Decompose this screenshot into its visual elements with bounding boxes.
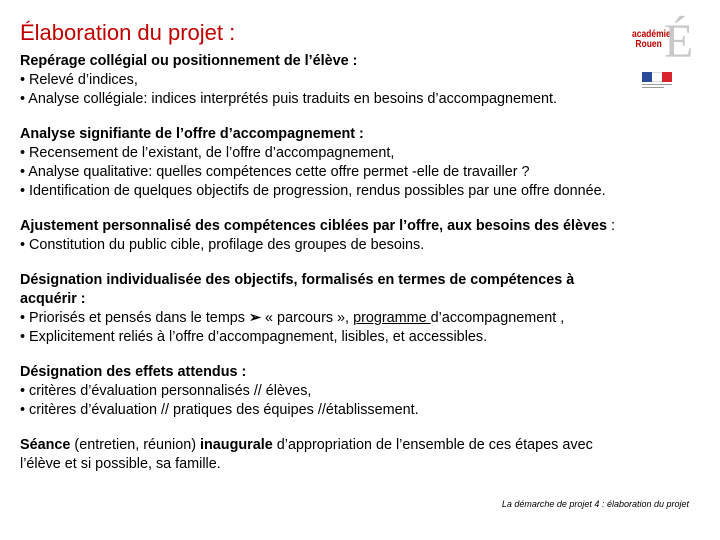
section-designation-objectifs — [20, 271, 690, 347]
slide-title: Élaboration du projet : — [20, 20, 236, 45]
section-heading: Ajustement personnalisé des compétences ciblées par l’offre, aux besoins des élèves — [20, 218, 608, 234]
section-heading: Désignation des effets attendus : — [20, 364, 247, 380]
slide-footer: La démarche de projet 4 : élaboration du projet — [501, 499, 689, 509]
list-item: • Analyse collégiale: indices interprétés puis traduits en besoins d’accompagnement. — [20, 91, 557, 107]
section-heading-line — [20, 217, 690, 236]
heading-suffix: : — [607, 218, 616, 234]
list-item: • Constitution du public cible, profilage des groupes de besoins. — [20, 237, 425, 253]
item-text: • Priorisés et pensés dans le temps — [20, 310, 249, 326]
arrow-icon: ➢ — [249, 310, 262, 326]
item-text: « parcours », — [261, 310, 354, 326]
logo-line1: académie — [632, 29, 671, 40]
section-heading-cont: acquérir : — [20, 291, 86, 307]
list-item: • Explicitement reliés à l’offre d’accompagnement, lisibles, et accessibles. — [20, 329, 488, 345]
section-heading: Analyse signifiante de l’offre d’accompagnement : — [20, 126, 364, 142]
section-analyse — [20, 125, 690, 201]
list-item: • critères d’évaluation // pratiques des équipes //établissement. — [20, 402, 419, 418]
section-ajustement — [20, 217, 690, 255]
logo-line2: Rouen — [635, 39, 662, 50]
section-seance — [20, 436, 690, 474]
bold-text: inaugurale — [200, 437, 273, 453]
paragraph-line — [20, 436, 690, 455]
logo-mark: É — [664, 15, 694, 68]
paragraph-line: l’élève et si possible, sa famille. — [20, 456, 221, 472]
section-heading: Repérage collégial ou positionnement de l’élève : — [20, 53, 358, 69]
list-item: • Relevé d’indices, — [20, 72, 138, 88]
slide-body — [20, 52, 690, 490]
list-item: • Analyse qualitative: quelles compétences cette offre permet -elle de travailler ? — [20, 164, 530, 180]
underlined-text: programme — [353, 310, 431, 326]
text: d’appropriation de l’ensemble de ces étapes avec — [272, 437, 593, 453]
bold-text: Séance — [20, 437, 71, 453]
text: (entretien, réunion) — [70, 437, 200, 453]
item-text: d’accompagnement , — [430, 310, 565, 326]
list-item — [20, 309, 690, 328]
list-item: • Identification de quelques objectifs de progression, rendus possibles par une offre donnée. — [20, 183, 606, 199]
section-effets-attendus — [20, 363, 690, 420]
section-reperage — [20, 52, 690, 109]
section-heading: Désignation individualisée des objectifs, formalisés en termes de compétences à — [20, 272, 575, 288]
list-item: • Recensement de l’existant, de l’offre d’accompagnement, — [20, 145, 395, 161]
list-item: • critères d’évaluation personnalisés // élèves, — [20, 383, 312, 399]
